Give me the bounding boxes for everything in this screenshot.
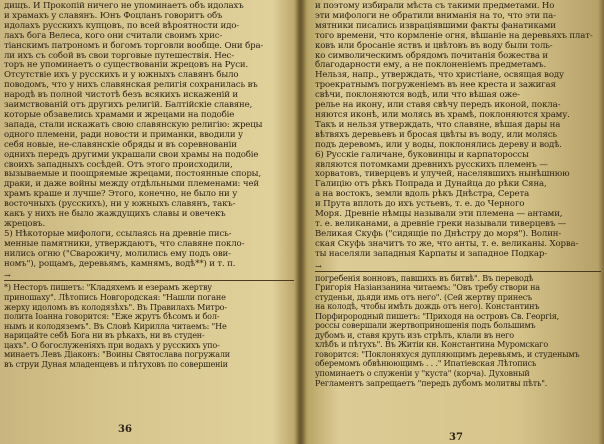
text-line: и Прута вплоть до ихъ устьевъ, т. е. до Черного xyxy=(315,199,525,210)
text-line: лахъ бога Велеса, кого они считали своимъ хрис- xyxy=(4,30,223,41)
text-line: заимствованiй отъ другихъ религiй. Балтiйскiе славяне, xyxy=(4,100,253,111)
page-edge xyxy=(598,0,604,444)
text-line: восточныхъ (русскихъ), ни у южныхъ славянъ, такъ- xyxy=(4,199,236,210)
text-line: эти мифологи не обратили вниманiя на то, что эти па- xyxy=(315,10,556,21)
left-page xyxy=(0,0,298,444)
text-line: свѣчи, поклоняются водѣ, или что вѣшая оже- xyxy=(315,90,520,101)
text-line: торъ не упоминаетъ о существованiи жрецовъ на Руси. xyxy=(4,60,249,71)
text-line: оберемомъ обвѣнюющимъ . . ." Ипатiевская Лѣтопись xyxy=(315,358,537,369)
text-line: 6) Русскiе галичане, буковинцы и карпатороссы xyxy=(315,149,529,160)
text-line: номъ"), рощамъ, деревьямъ, камнямъ, водѣ**) и т. п. xyxy=(4,258,236,269)
text-line: Нельзя, напр., утверждать, что христiане, освящая воду xyxy=(315,70,564,81)
text-line: Моря. Древнiе нѣмцы называли эти племена — антами, xyxy=(315,209,563,220)
text-line: т. е. великанами, а древнiе греки называли тиверцевъ — xyxy=(315,218,567,229)
text-line: студеньи, дьяди имь отъ него". (Сей жертву принесъ xyxy=(315,291,532,302)
text-line: менные памятники, утверждаютъ, что славяне покло- xyxy=(4,238,245,249)
text-line: себя новые, не-славянскiе обряды и въ соревнованiи xyxy=(4,139,237,150)
text-line: какъ у нихъ не было жаждущихъ славы и овечекъ xyxy=(4,209,226,220)
footnote-separator xyxy=(315,260,601,271)
text-line: Галицiю отъ рѣкъ Попрада и Дунайца до рѣки Сяна, xyxy=(315,179,547,190)
text-line: хлѣбъ и пѣтухъ". Въ Житiи кн. Константина Муромскаго xyxy=(315,339,548,350)
right-footnotes xyxy=(315,274,601,389)
text-line: своихъ западныхъ сосѣдей. Отъ этого происходили, xyxy=(4,159,233,170)
text-line: *) Несторъ пишетъ: "Кладяхемъ и езерамъ жертву xyxy=(4,282,212,293)
footnote-rule xyxy=(4,280,294,281)
right-main-text xyxy=(315,2,601,260)
text-line: хорватовъ, тиверцевъ и улучей, населявшихъ нынѣшнюю xyxy=(315,169,570,180)
text-line: 5) Нѣкоторые мифологи, ссылаясь на древнiе пись- xyxy=(4,228,232,239)
text-line: и поэтому избирали мѣста съ такими предметами. Но xyxy=(315,1,555,11)
page-number-left: 36 xyxy=(118,424,132,435)
left-footnotes xyxy=(4,283,294,369)
left-text-column xyxy=(4,2,294,369)
text-line: храмъ краше и лучше? Этого, конечно, не было ни у xyxy=(4,189,238,200)
text-line: запада, стали искажать свою славянскую религiю: жрецы xyxy=(4,119,263,130)
text-line: того времени, что кормленiе огня, вѣшанiе на деревьяхъ плат- xyxy=(315,30,593,41)
right-text-column xyxy=(315,2,601,388)
text-line: нились огню ("Сварожичу, молились ему подъ ови- xyxy=(4,248,231,259)
text-line: дубомъ и, ставя круть изъ стрѣлъ, клали въ него xyxy=(315,329,514,340)
text-line: ли ихъ съ собой въ свои торговые путешествiя. Нес- xyxy=(4,50,234,61)
text-line: одного племени, ради новости и приманки, вводили у xyxy=(4,129,243,140)
text-line: идолахъ русскихъ купцовъ, по всей вѣроятности идо- xyxy=(4,20,240,31)
page-number-right: 37 xyxy=(449,432,463,443)
text-line: Порфирородный пишетъ: "Приходя на островъ Св. Георгiя, xyxy=(315,310,560,321)
text-line: на колодѣ, чтобы имѣть дождь отъ него). Константинъ xyxy=(315,301,540,312)
text-line: вызываемые и поощряемые жрецами, постоянные споры, xyxy=(4,169,261,180)
text-line: тiанскимъ патрономъ и богомъ торговли вообще. Они бра- xyxy=(4,40,264,51)
text-line: подъ деревомъ, или у воды, поклонялись дереву и водѣ. xyxy=(315,139,562,150)
text-line: говорится: "Поклоняхуся дупляющимъ деревьямъ, и студенымъ xyxy=(315,348,580,359)
text-line: Великая Скуфь ("сидящiе по Днѣстру до моря"). Волин- xyxy=(315,228,562,239)
text-line: и храмахъ у славянъ. Юнъ Фоцланъ говоритъ объ xyxy=(4,10,223,21)
text-line: Такъ и нельзя утверждать, что славяне, вѣшая дары на xyxy=(315,119,561,130)
text-line: упоминаетъ о служенiи у "куста" (корча). Духовный xyxy=(315,368,530,379)
text-line: народѣ въ полной чистотѣ безъ всякихъ искаженiй и xyxy=(4,90,239,101)
text-line: жерху идоломъ въ колодязѣхъ". Въ Правилахъ Митро- xyxy=(4,301,227,312)
text-line: мятники писались изврацiявшими факты фанатиками xyxy=(315,20,556,31)
text-line: приношаху". Лѣтопись Новгородская: "Нашли погане xyxy=(4,292,226,303)
text-line: релье на икону, или ставя свѣчу передъ иконой, покла- xyxy=(315,100,561,111)
text-line: цахъ". О богослуженiяхъ при водахъ у русскихъ упо- xyxy=(4,339,220,350)
text-line: Григорiя Назiанзанина читаемъ: "Овъ требу створи на xyxy=(315,282,540,293)
text-line: однихъ передъ другими украшали свои храмы на подобiе xyxy=(4,149,259,160)
text-line: дищъ. И Прокопiй ничего не упоминаетъ объ идолахъ xyxy=(4,1,244,11)
text-line: минаетъ Левъ Дiаконъ: "Воины Святослава погружали xyxy=(4,349,230,360)
text-line: полита Iоанна говорится: "Еже жрутъ бѣсомъ и бол- xyxy=(4,311,220,322)
text-line: ты населяли западныя Карпаты и западное Подкар- xyxy=(315,248,547,259)
text-line: а на востокъ, земли вдоль рѣкъ Днѣстра, Серета xyxy=(315,189,530,200)
text-line: драки, и даже войны между отдѣльными племенами: чей xyxy=(4,179,259,190)
footnote-separator xyxy=(4,269,294,281)
footnote-rule xyxy=(315,271,601,272)
right-page xyxy=(301,0,604,444)
text-line: Отсутствiе ихъ у русскихъ и у южныхъ славянъ было xyxy=(4,70,239,81)
text-line: троекратнымъ погруженiемъ въ нее креста и зажигая xyxy=(315,80,556,91)
text-line: ковъ или бросанiе яствъ и цвѣтовъ въ воду были толь- xyxy=(315,40,553,51)
text-line: являются потомками древнихъ русскихъ племенъ — xyxy=(315,159,548,170)
arrow-icon: → xyxy=(4,271,11,281)
text-line: няются иконѣ, или молясь въ храмѣ, поклоняются храму. xyxy=(315,109,570,120)
text-line: поводомъ, что у нихъ славянская религiя сохранилась въ xyxy=(4,80,258,91)
text-line: которые обзавелись храмами и жрецами на подобiе xyxy=(4,109,235,120)
left-main-text xyxy=(4,2,294,269)
text-line: ская Скуфь значитъ то же, что анты, т. е. великаны. Хорва- xyxy=(315,238,579,249)
arrow-icon: → xyxy=(315,261,322,271)
text-line: вѣтвяхъ деревьевъ и бросая цвѣты въ воду, или моляcь xyxy=(315,129,557,140)
text-line: въ струи Дуная младенцевъ и пѣтуховъ по совершенiи xyxy=(4,358,228,369)
text-line: ко символическимъ обрядомъ почитанiя божества и xyxy=(315,50,548,61)
text-line: Регламентъ запрещаетъ "передъ дубомъ молитвы пѣть". xyxy=(315,377,548,388)
text-line: нымъ и колодяземъ". Въ Словѣ Кирилла читаемъ: "Не xyxy=(4,320,227,331)
text-line: россы совершали жертвоприношенiя подъ большимъ xyxy=(315,320,536,331)
text-line: жрецовъ. xyxy=(4,218,46,229)
text-line: благодарности ему, а не поклоненiемъ предметамъ. xyxy=(315,60,547,71)
text-line: погребенiя вонновъ, павшихъ въ битвѣ". Въ переводѣ xyxy=(315,272,534,283)
text-line: нарицайте себѣ Бога ни въ рѣкахъ, ни въ студен- xyxy=(4,330,205,341)
